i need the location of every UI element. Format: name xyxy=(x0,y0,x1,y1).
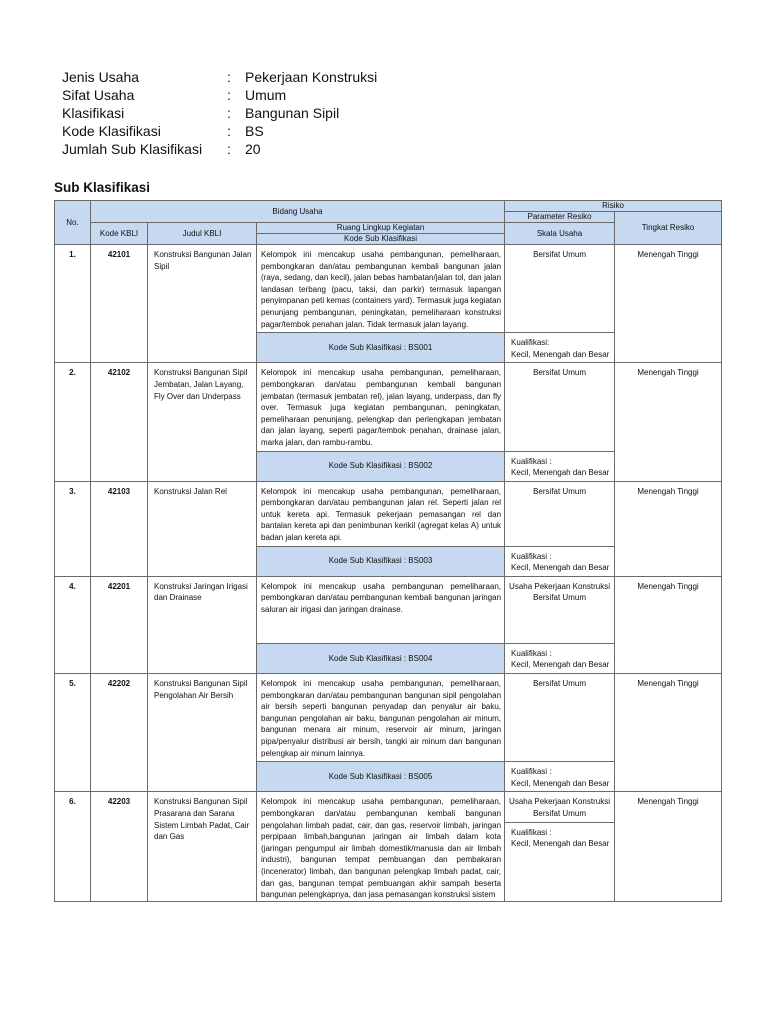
tingkat-resiko: Menengah Tinggi xyxy=(615,674,722,792)
kualifikasi-value: Kecil, Menengah dan Besar xyxy=(511,839,610,849)
kualifikasi-value: Kecil, Menengah dan Besar xyxy=(511,563,610,573)
info-colon: : xyxy=(227,105,231,121)
judul-kbli: Konstruksi Bangunan Sipil Jembatan, Jalan Layang, Fly Over dan Underpass xyxy=(148,363,257,481)
tingkat-resiko: Menengah Tinggi xyxy=(615,481,722,576)
header-row-1 xyxy=(55,201,722,212)
row-number: 5. xyxy=(55,674,91,792)
info-row-kode-klasifikasi xyxy=(62,122,377,140)
kode-kbli: 42103 xyxy=(91,481,148,576)
info-value: Pekerjaan Konstruksi xyxy=(245,69,378,85)
info-colon: : xyxy=(227,87,231,103)
row-number: 1. xyxy=(55,245,91,363)
kualifikasi-label: Kualifikasi : xyxy=(511,456,552,466)
info-value: Umum xyxy=(245,87,287,103)
header-bidang-usaha: Bidang Usaha xyxy=(91,201,505,223)
header-no: No. xyxy=(55,201,91,245)
ruang-lingkup-text: Kelompok ini mencakup usaha pembangunan, pemeliharaan, pembongkaran dan/atau pembangunan kembali bangunan pengolahan limbah padat, cair, dan gas, reservoir limbah, jaringan perpipaan limbah,bangunan jaringan air limbah dalam kota (jaringan pengumpul air limbah domestik/manusia dan air limbah industri), bangunan tempat pembuangan dan pembakaran (incenerator) limbah, dan bangunan pelengkap limbah padat, cair, dan gas, bangunan tempat pembuangan akhir sampah beserta bangunan pelengkapnya, dan jasa pemasangan konstruksi sistem xyxy=(261,797,502,900)
header-risiko: Risiko xyxy=(505,201,722,212)
tingkat-resiko: Menengah Tinggi xyxy=(615,363,722,481)
header-parameter-resiko: Parameter Resiko xyxy=(505,212,615,223)
kualifikasi-value: Kecil, Menengah dan Besar xyxy=(511,349,610,359)
header-tingkat-resiko: Tingkat Resiko xyxy=(615,212,722,245)
info-label: Jumlah Sub Klasifikasi xyxy=(62,141,203,157)
tingkat-resiko: Menengah Tinggi xyxy=(615,245,722,363)
skala-usaha: Bersifat Umum xyxy=(505,481,615,546)
header-kode-kbli: Kode KBLI xyxy=(91,223,148,245)
judul-kbli: Konstruksi Bangunan Sipil Prasarana dan Sarana Sistem Limbah Padat, Cair dan Gas xyxy=(148,792,257,901)
skala-usaha: Bersifat Umum xyxy=(505,245,615,333)
table-row xyxy=(55,245,722,333)
table-row xyxy=(55,674,722,762)
table-row xyxy=(55,363,722,451)
kualifikasi-label: Kualifikasi : xyxy=(511,648,552,658)
ruang-lingkup-text: Kelompok ini mencakup usaha pembangunan pemeliharaan, pembongkaran dan/atau pembangunan kembali bangunan jaringan saluran air irigasi dan jaringan drainase. xyxy=(257,576,505,643)
kualifikasi-label: Kualifikasi: xyxy=(511,338,550,348)
info-row-sifat-usaha xyxy=(62,86,377,104)
skala-usaha: Usaha Pekerjaan Konstruksi Bersifat Umum xyxy=(505,792,614,822)
info-label: Kode Klasifikasi xyxy=(62,123,161,139)
judul-kbli: Konstruksi Jaringan Irigasi dan Drainase xyxy=(148,576,257,673)
info-row-klasifikasi xyxy=(62,104,377,122)
kualifikasi-cell xyxy=(505,643,615,673)
kode-sub-klasifikasi: Kode Sub Klasifikasi : BS005 xyxy=(257,762,505,792)
judul-kbli: Konstruksi Jalan Rel xyxy=(148,481,257,576)
kualifikasi-value: Kecil, Menengah dan Besar xyxy=(511,660,610,670)
table-row xyxy=(55,481,722,546)
skala-usaha: Bersifat Umum xyxy=(505,674,615,762)
info-colon: : xyxy=(227,141,231,157)
ruang-lingkup-text: Kelompok ini mencakup usaha pembangunan, pemeliharaan, pembongkaran dan/atau pembangunan kembali bangunan jembatan (termasuk jembatan rel), jalan layang, underpass, dan fly over. Termasuk juga kegiatan pembangunan, peningkatan, pemeliharaan penunjang, pelengkap dan perlengkapan jembatan dan jalan layang, seperti pagar/tembok penahan, drainase jalan, marka jalan, dan rambu-rambu. xyxy=(257,363,505,451)
business-info xyxy=(62,68,377,158)
tingkat-resiko: Menengah Tinggi xyxy=(615,792,722,901)
ruang-lingkup-text: Kelompok ini mencakup usaha pembangunan, pemeliharaan, pembongkaran dan/atau pembangunan bangunan sipil pengolahan air bersih seperti bangunan penyadap dan penyalur air baku, bangunan pengolahan air baku, bangunan pengolahan air minum, bangunan menara air minum, reservoir air minum, jaringan pipa/penyalur distribusi air bersih, tangki air minum dan bangunan pelengkap air minum lainnya. xyxy=(257,674,505,762)
row-number: 3. xyxy=(55,481,91,576)
sub-klasifikasi-table xyxy=(54,200,722,902)
table-row xyxy=(55,576,722,643)
kode-sub-klasifikasi: Kode Sub Klasifikasi : BS001 xyxy=(257,333,505,363)
judul-kbli: Konstruksi Bangunan Jalan Sipil xyxy=(148,245,257,363)
kualifikasi-cell xyxy=(505,333,615,363)
kualifikasi-cell xyxy=(505,451,615,481)
row-number: 4. xyxy=(55,576,91,673)
info-label: Sifat Usaha xyxy=(62,87,135,103)
info-row-jumlah-sub-klasifikasi xyxy=(62,140,377,158)
header-ruang-lingkup: Ruang Lingkup Kegiatan xyxy=(257,223,505,234)
info-label: Klasifikasi xyxy=(62,105,125,121)
kode-kbli: 42201 xyxy=(91,576,148,673)
ruang-lingkup-text: Kelompok ini mencakup usaha pembangunan, pemeliharaan, pembongkaran dan/atau pembangunan kembali bangunan jalan (raya, sedang, dan kecil), jalan bebas hambatan/jalan tol, dan jalan landasan terbang (pacu, taksi, dan parkir) termasuk lapangan penyimpanan peti kemas (containers yard). Termasuk juga kegiatan penunjang pembangunan, peningkatan, pemeliharaan konstruksi pagar/tembok penahan jalan. Tidak termasuk jalan layang. xyxy=(257,245,505,333)
info-colon: : xyxy=(227,123,231,139)
info-value: Bangunan Sipil xyxy=(245,105,340,121)
kode-kbli: 42202 xyxy=(91,674,148,792)
kode-kbli: 42101 xyxy=(91,245,148,363)
kode-sub-klasifikasi: Kode Sub Klasifikasi : BS003 xyxy=(257,546,505,576)
risk-cell xyxy=(505,792,615,901)
judul-kbli: Konstruksi Bangunan Sipil Pengolahan Air Bersih xyxy=(148,674,257,792)
header-judul-kbli: Judul KBLI xyxy=(148,223,257,245)
row-number: 6. xyxy=(55,792,91,901)
kualifikasi-cell xyxy=(505,823,614,852)
kode-kbli: 42203 xyxy=(91,792,148,901)
header-kode-sub: Kode Sub Klasifikasi xyxy=(257,234,505,245)
kualifikasi-value: Kecil, Menengah dan Besar xyxy=(511,468,610,478)
kode-sub-klasifikasi: Kode Sub Klasifikasi : BS002 xyxy=(257,451,505,481)
ruang-lingkup-cell xyxy=(257,792,505,901)
tingkat-resiko: Menengah Tinggi xyxy=(615,576,722,673)
info-colon: : xyxy=(227,69,231,85)
row-number: 2. xyxy=(55,363,91,481)
kualifikasi-label: Kualifikasi : xyxy=(511,827,552,837)
header-skala-usaha: Skala Usaha xyxy=(505,223,615,245)
info-value: BS xyxy=(245,123,264,139)
skala-usaha: Usaha Pekerjaan Konstruksi Bersifat Umum xyxy=(505,576,615,643)
kode-kbli: 42102 xyxy=(91,363,148,481)
info-label: Jenis Usaha xyxy=(62,69,140,85)
kualifikasi-label: Kualifikasi : xyxy=(511,767,552,777)
skala-usaha: Bersifat Umum xyxy=(505,363,615,451)
kualifikasi-value: Kecil, Menengah dan Besar xyxy=(511,778,610,788)
ruang-lingkup-text: Kelompok ini mencakup usaha pembangunan, pemeliharaan, pembongkaran dan/atau pembangunan jalan rel. Seperti jalan rel untuk kereta api. Termasuk pekerjaan pemasangan rel dan bantalan kereta api dan penimbunan kerikil (agregat kelas A) untuk badan jalan kereta api. xyxy=(257,481,505,546)
section-title: Sub Klasifikasi xyxy=(54,180,151,195)
info-row-jenis-usaha xyxy=(62,68,377,86)
kualifikasi-label: Kualifikasi : xyxy=(511,551,552,561)
kualifikasi-cell xyxy=(505,762,615,792)
kualifikasi-cell xyxy=(505,546,615,576)
info-value: 20 xyxy=(245,141,261,157)
table-row xyxy=(55,792,722,901)
kode-sub-klasifikasi: Kode Sub Klasifikasi : BS004 xyxy=(257,643,505,673)
